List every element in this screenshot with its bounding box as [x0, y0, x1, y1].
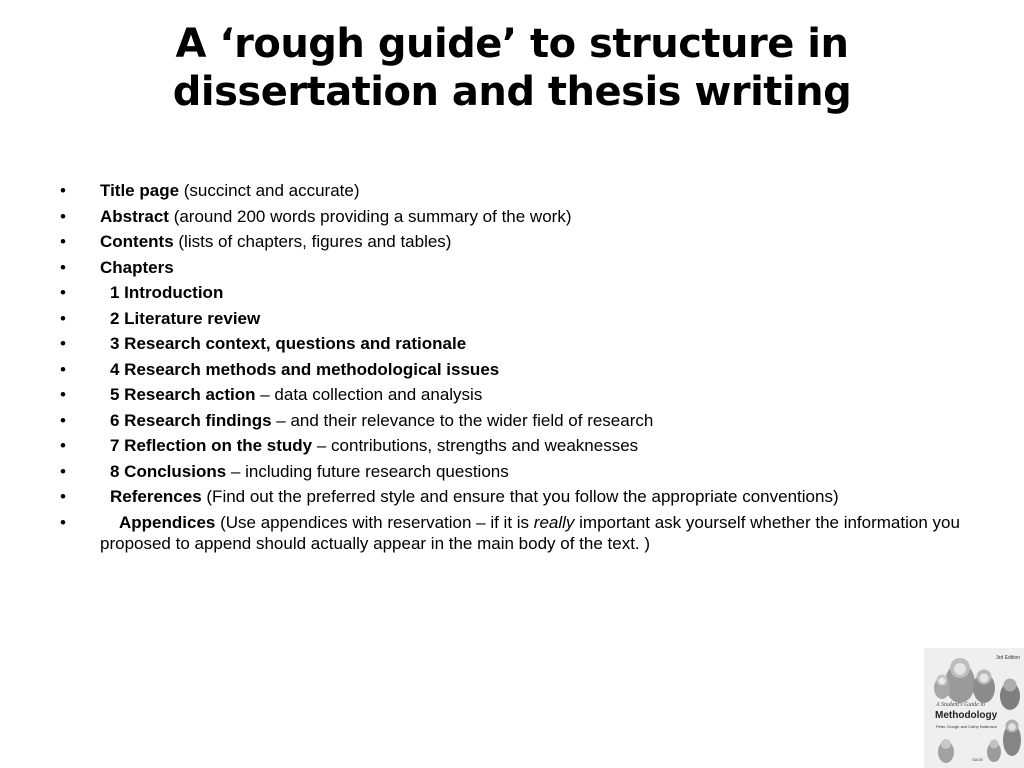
bullet-icon: •: [60, 283, 66, 302]
list-item: [60, 231, 980, 257]
book-cover-image: [924, 648, 1024, 768]
bullet-list: [60, 180, 980, 558]
item-heading: Appendices: [119, 512, 216, 532]
item-text: important ask yourself whether the information you proposed to append should actually appear in the main body of the text. ): [100, 512, 960, 553]
item-heading: 8 Conclusions: [110, 461, 227, 481]
bullet-icon: •: [60, 334, 66, 353]
bullet-icon: •: [60, 512, 66, 532]
bullet-icon: •: [60, 206, 66, 226]
item-heading: 6 Research findings: [110, 410, 272, 430]
item-heading: 2 Literature review: [110, 308, 261, 328]
item-heading: Title page: [100, 181, 180, 200]
item-text: (Use appendices with reservation – if it is: [215, 512, 534, 532]
title-line-1: A ‘rough guide’ to structure in: [175, 21, 849, 67]
list-item: [60, 461, 980, 487]
item-heading: Contents: [100, 232, 174, 251]
item-heading: 1 Introduction: [110, 283, 224, 302]
item-text: (lists of chapters, figures and tables): [173, 232, 452, 251]
slide-title: [60, 20, 964, 116]
bullet-icon: •: [60, 308, 66, 328]
title-line-2: dissertation and thesis writing: [172, 69, 852, 115]
bullet-icon: •: [60, 232, 66, 251]
bullet-icon: •: [60, 257, 66, 277]
item-heading: 3 Research context, questions and rationale: [110, 334, 467, 353]
item-heading: 4 Research methods and methodological issues: [110, 359, 500, 379]
list-item: [60, 359, 980, 385]
book-subtitle: A Student's Guide to: [936, 702, 986, 708]
item-text: – contributions, strengths and weaknesses: [312, 436, 639, 455]
item-heading: 5 Research action: [110, 385, 256, 404]
nesting-dolls-illustration: [924, 648, 1024, 768]
edition-label: 3rd Edition: [996, 655, 1020, 661]
item-text: – and their relevance to the wider field of research: [271, 410, 654, 430]
bullet-icon: •: [60, 385, 66, 404]
list-item: [60, 282, 980, 308]
bullet-icon: •: [60, 359, 66, 379]
item-text: (around 200 words providing a summary of the work): [168, 206, 572, 226]
item-heading: 7 Reflection on the study: [110, 436, 313, 455]
list-item: [60, 384, 980, 410]
list-item: [60, 257, 980, 283]
bullet-icon: •: [60, 436, 66, 455]
list-item: [60, 435, 980, 461]
item-text: – data collection and analysis: [255, 385, 483, 404]
bullet-icon: •: [60, 181, 66, 200]
list-item: [60, 206, 980, 232]
bullet-icon: •: [60, 461, 66, 481]
item-emphasis: really: [533, 512, 575, 532]
publisher-logo: SAGE: [972, 757, 984, 762]
list-item: [60, 308, 980, 334]
bullet-icon: •: [60, 410, 66, 430]
item-heading: Chapters: [100, 257, 174, 277]
bullet-icon: •: [60, 487, 66, 506]
book-title: Methodology: [935, 710, 998, 721]
list-item: [60, 486, 980, 512]
item-heading: References: [110, 487, 202, 506]
list-item: [60, 512, 980, 558]
item-text: (Find out the preferred style and ensure that you follow the appropriate conventions): [201, 487, 839, 506]
item-heading: Abstract: [100, 206, 169, 226]
book-authors: Peter Clough and Cathy Nutbrown: [936, 724, 997, 729]
item-text: – including future research questions: [226, 461, 509, 481]
item-text: (succinct and accurate): [179, 181, 360, 200]
list-item: [60, 180, 980, 206]
list-item: [60, 410, 980, 436]
list-item: [60, 333, 980, 359]
